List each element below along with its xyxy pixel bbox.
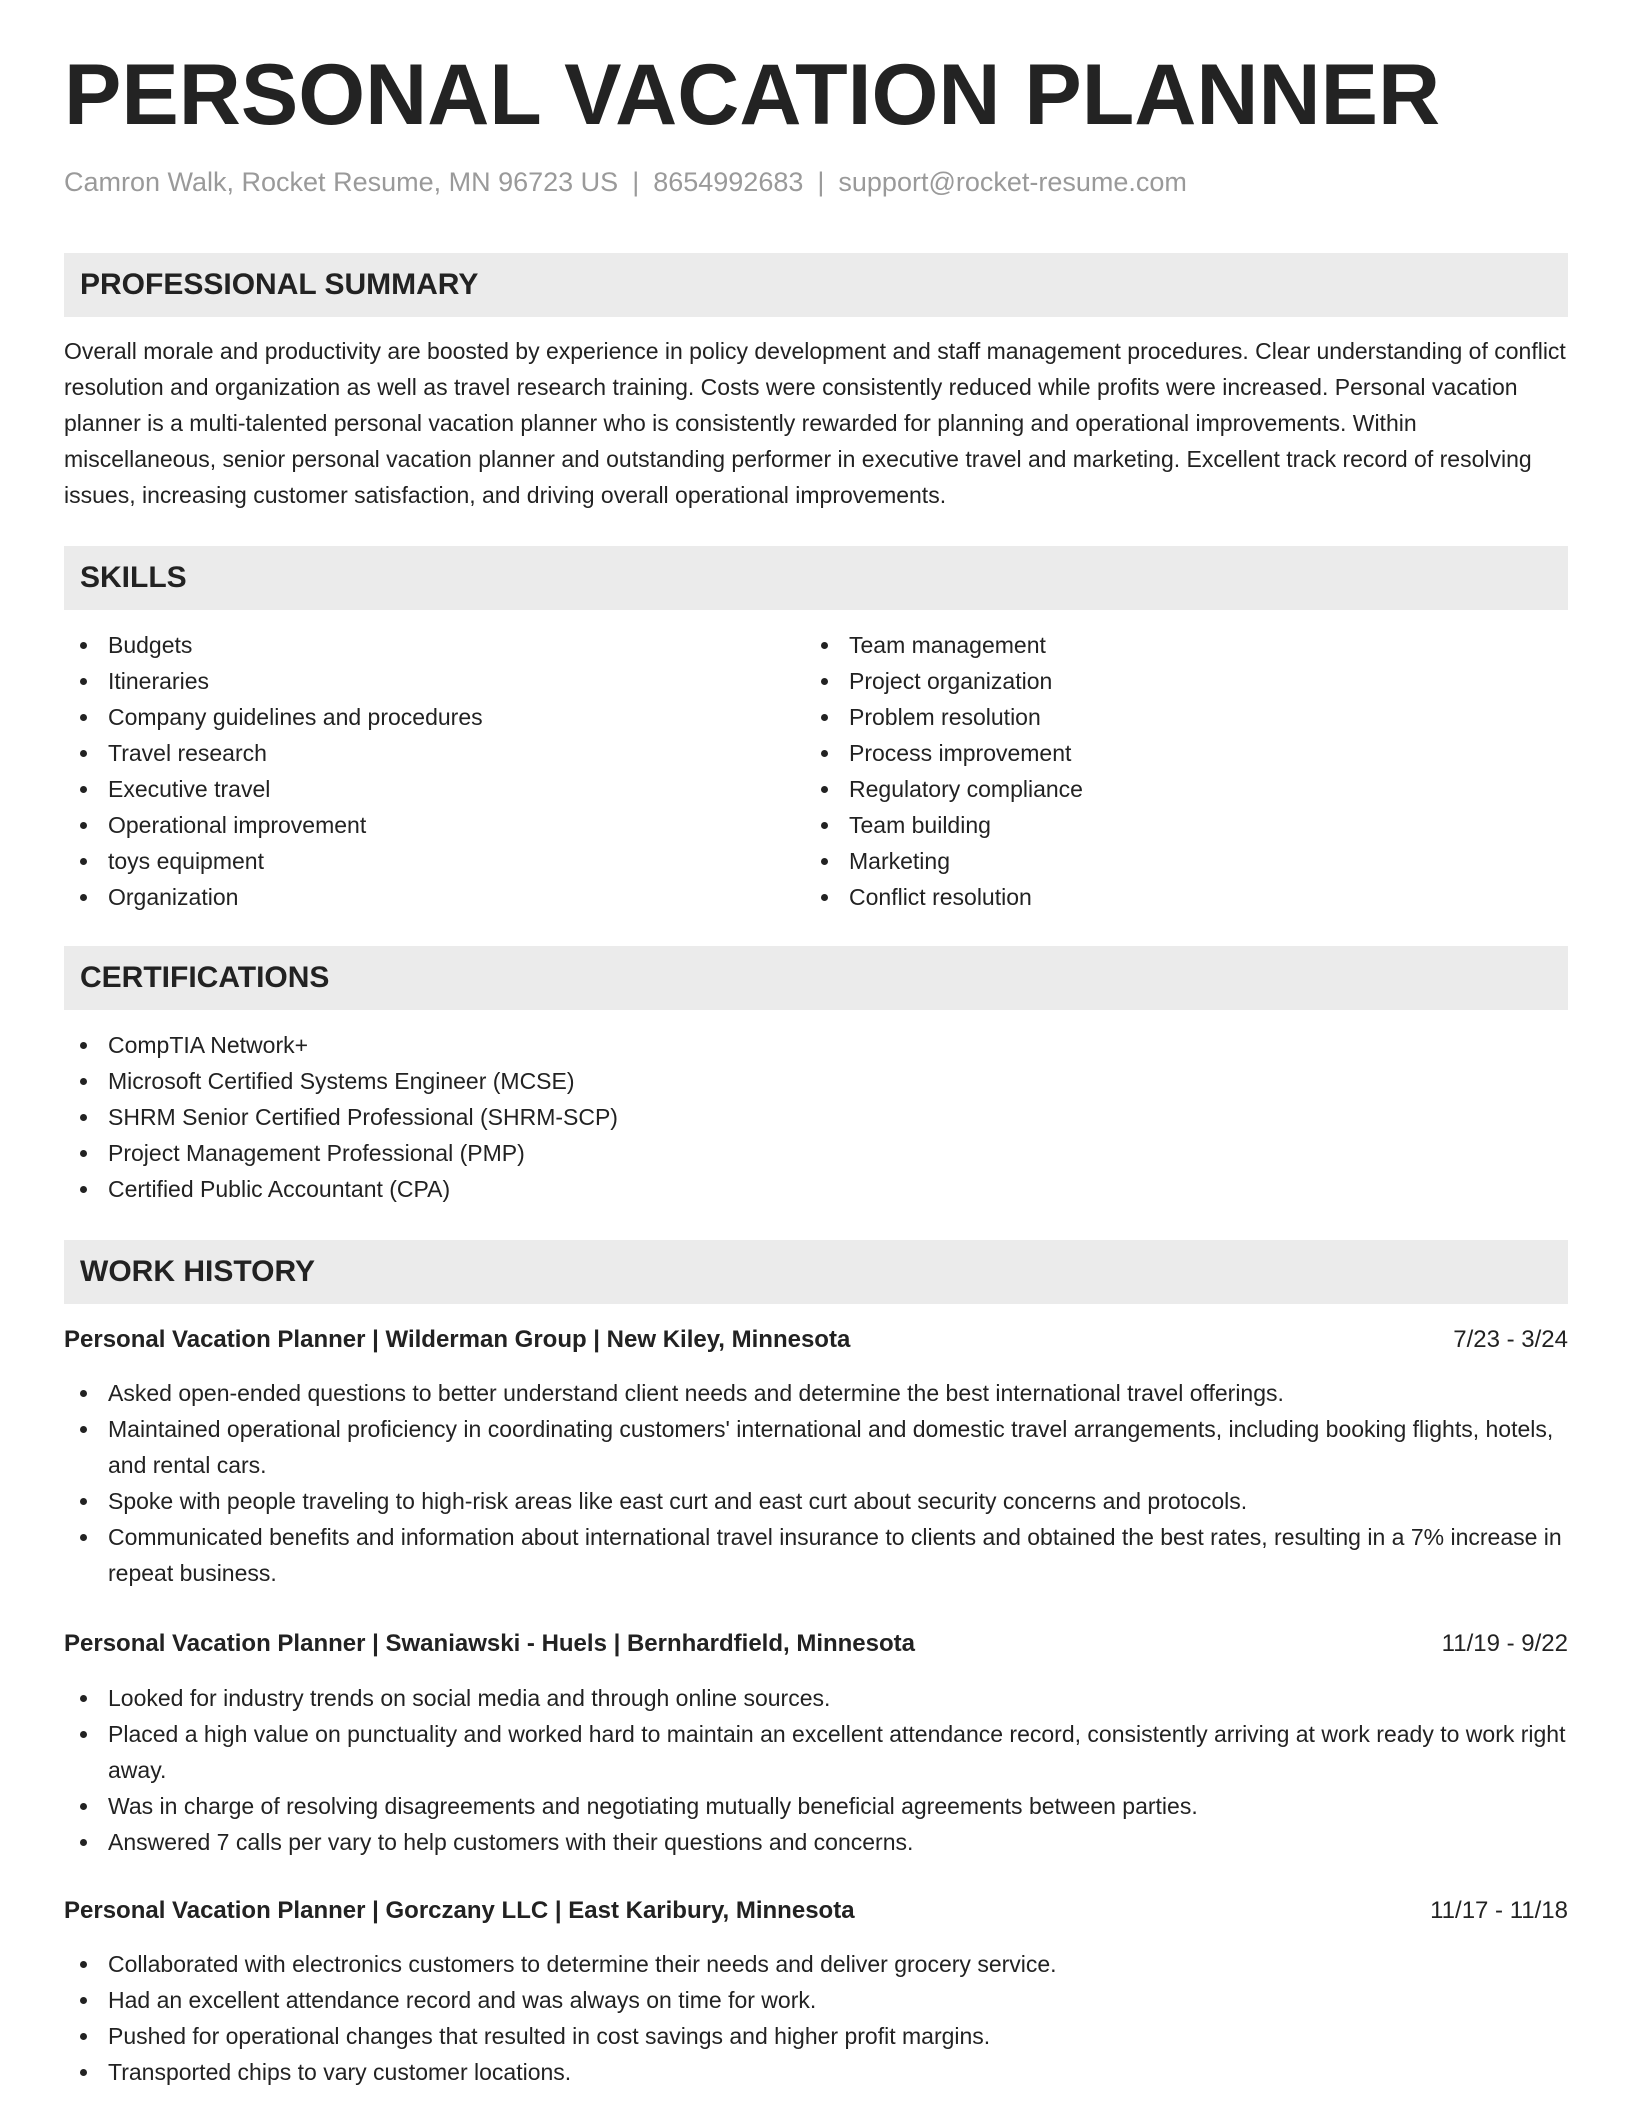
skill-item: toys equipment [64,843,764,879]
skills-list-left [64,627,764,915]
contact-separator: | [632,167,640,197]
job-bullet: Communicated benefits and information about international travel insurance to clients and obtained the best rates, resulting in a 7% increase in repeat business. [64,1519,1568,1591]
certification-item: SHRM Senior Certified Professional (SHRM-SCP) [64,1099,1568,1135]
skill-item: Itineraries [64,663,764,699]
contact-separator: | [817,167,825,197]
certification-item: Project Management Professional (PMP) [64,1135,1568,1171]
skill-item: Marketing [805,843,1505,879]
job-bullet: Looked for industry trends on social media and through online sources. [64,1680,1568,1716]
job-bullet: Answered 7 calls per vary to help customers with their questions and concerns. [64,1824,1568,1860]
section-heading-work-history: WORK HISTORY [64,1240,1568,1304]
job-bullet: Maintained operational proficiency in coordinating customers' international and domestic travel arrangements, including booking flights, hotels, and rental cars. [64,1411,1568,1483]
skill-item: Team building [805,807,1505,843]
job-title: Personal Vacation Planner | Swaniawski - Huels | Bernhardfield, Minnesota [64,1630,916,1657]
skill-item: Problem resolution [805,699,1505,735]
certification-item: Microsoft Certified Systems Engineer (MCSE) [64,1063,1568,1099]
job-bullets [64,1375,1568,1591]
skill-item: Process improvement [805,735,1505,771]
job-bullets [64,1680,1568,1860]
job-dates: 11/17 - 11/18 [1430,1897,1568,1924]
certification-item: Certified Public Accountant (CPA) [64,1171,1568,1207]
job-header [64,1893,1568,1929]
job-bullet: Placed a high value on punctuality and worked hard to maintain an excellent attendance record, consistently arriving at work ready to work right away. [64,1716,1568,1788]
contact-line [64,167,1187,198]
job-bullet: Had an excellent attendance record and was always on time for work. [64,1982,1568,2018]
contact-phone: 8654992683 [653,167,804,197]
section-heading-skills: SKILLS [64,546,1568,610]
skill-item: Team management [805,627,1505,663]
page-title: PERSONAL VACATION PLANNER [64,47,1441,143]
skill-item: Conflict resolution [805,879,1505,915]
job-bullets [64,1946,1568,2090]
job-bullet: Was in charge of resolving disagreements and negotiating mutually beneficial agreements between parties. [64,1788,1568,1824]
job-bullet: Spoke with people traveling to high-risk areas like east curt and east curt about security concerns and protocols. [64,1483,1568,1519]
skill-item: Travel research [64,735,764,771]
job-bullet: Pushed for operational changes that resulted in cost savings and higher profit margins. [64,2018,1568,2054]
job-title: Personal Vacation Planner | Gorczany LLC | East Karibury, Minnesota [64,1897,855,1924]
skill-item: Company guidelines and procedures [64,699,764,735]
contact-email[interactable]: support@rocket-resume.com [838,167,1187,197]
certification-item: CompTIA Network+ [64,1027,1568,1063]
job-dates: 7/23 - 3/24 [1453,1326,1568,1353]
skill-item: Executive travel [64,771,764,807]
skill-item: Organization [64,879,764,915]
job-bullet: Collaborated with electronics customers to determine their needs and deliver grocery service. [64,1946,1568,1982]
skill-item: Budgets [64,627,764,663]
section-heading-certifications: CERTIFICATIONS [64,946,1568,1010]
section-heading-summary: PROFESSIONAL SUMMARY [64,253,1568,317]
job-header [64,1322,1568,1358]
job-header [64,1626,1568,1662]
skill-item: Project organization [805,663,1505,699]
summary-text: Overall morale and productivity are boosted by experience in policy development and staff management procedures. Clear understanding of conflict resolution and organization as well as travel research training. Costs were consistently reduced while profits were increased. Personal vacation planner is a multi-talented personal vacation planner who is consistently rewarded for planning and operational improvements. Within miscellaneous, senior personal vacation planner and outstanding performer in executive travel and marketing. Excellent track record of resolving issues, increasing customer satisfaction, and driving overall operational improvements. [64,338,1566,508]
skills-list-right [805,627,1505,915]
contact-address: Camron Walk, Rocket Resume, MN 96723 US [64,167,619,197]
skill-item: Regulatory compliance [805,771,1505,807]
job-bullet: Asked open-ended questions to better understand client needs and determine the best international travel offerings. [64,1375,1568,1411]
job-dates: 11/19 - 9/22 [1441,1630,1568,1657]
job-title: Personal Vacation Planner | Wilderman Group | New Kiley, Minnesota [64,1326,851,1353]
job-bullet: Transported chips to vary customer locations. [64,2054,1568,2090]
certifications-list [64,1027,1568,1207]
skill-item: Operational improvement [64,807,764,843]
